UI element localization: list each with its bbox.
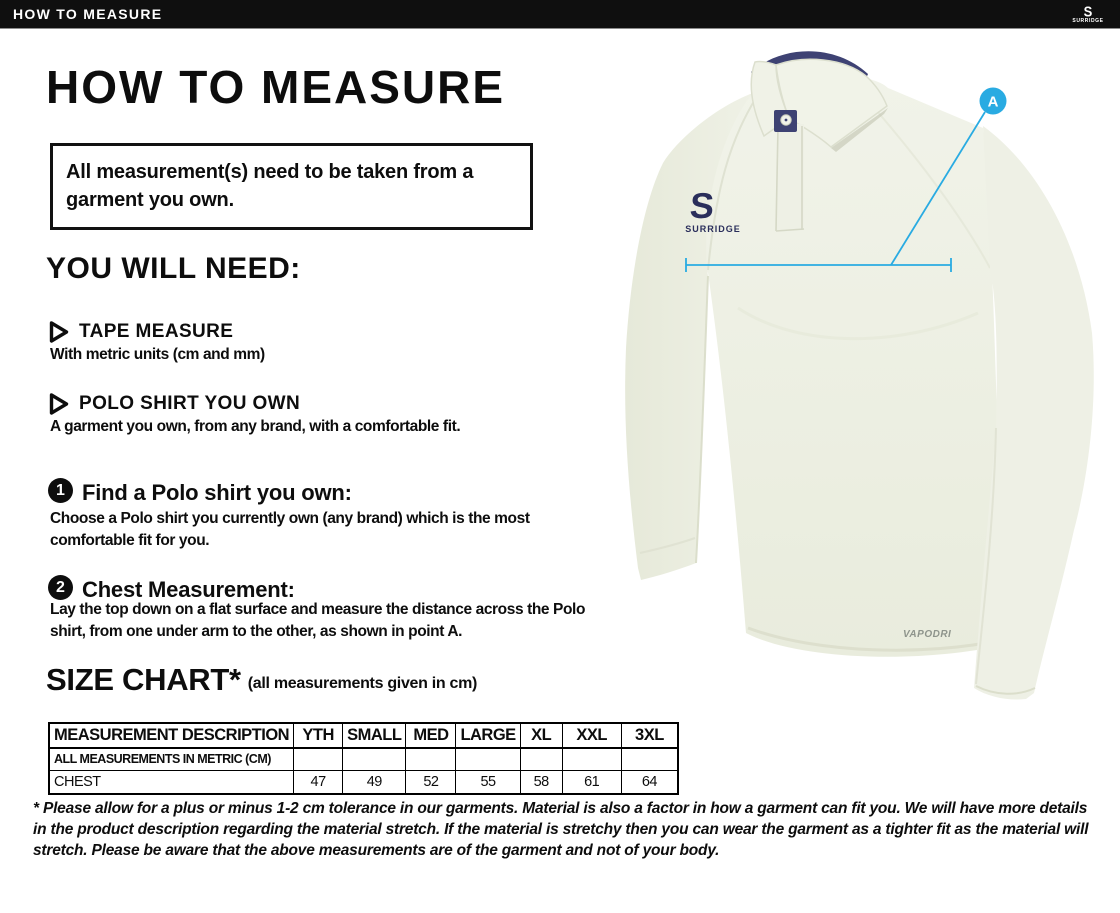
table-cell (294, 748, 343, 770)
table-cell: 47 (294, 770, 343, 794)
table-row-chest (49, 770, 678, 794)
point-a-marker (980, 88, 1007, 115)
chest-logo-mark: S (688, 185, 716, 226)
need-item-polo-shirt-desc: A garment you own, from any brand, with a comfortable fit. (50, 418, 461, 435)
table-cell (343, 748, 406, 770)
table-header-row (49, 723, 678, 748)
tolerance-disclaimer: * Please allow for a plus or minus 1-2 cm tolerance in our garments. Material is also a factor in how a garment can fit you. We will have more details in the product description regarding the material stretch. If the material is stretchy then you can wear the garment as a tighter fit as the material will stretch. Please be aware that the above measurements are of the garment and not of your body. (33, 800, 1089, 859)
row-label: ALL MEASUREMENTS IN METRIC (CM) (49, 748, 294, 770)
measurement-note-box (50, 143, 533, 230)
table-cell: 49 (343, 770, 406, 794)
table-cell (406, 748, 456, 770)
step-1-title: Find a Polo shirt you own: (82, 480, 352, 505)
table-cell (621, 748, 678, 770)
page-title: HOW TO MEASURE (46, 61, 506, 113)
table-row-metric (49, 748, 678, 770)
surridge-logo-word: SURRIDGE (1072, 18, 1104, 24)
size-chart-table (48, 722, 679, 795)
need-item-polo-shirt: POLO SHIRT YOU OWN (79, 393, 301, 414)
step-2-badge: 2 (48, 575, 73, 600)
table-cell (520, 748, 562, 770)
top-bar-title: HOW TO MEASURE (13, 6, 163, 22)
size-chart-title: SIZE CHART* (46, 662, 241, 697)
col-header-3xl: 3XL (621, 723, 678, 748)
play-triangle-icon (48, 320, 70, 344)
surridge-logo-mark: S (1083, 2, 1093, 21)
top-bar (0, 0, 1120, 29)
chest-logo-word: SURRIDGE (685, 224, 741, 234)
point-a-label: A (987, 93, 999, 111)
need-item-tape-measure: TAPE MEASURE (79, 321, 234, 342)
col-header-description: MEASUREMENT DESCRIPTION (49, 723, 294, 748)
you-will-need-heading: YOU WILL NEED: (46, 252, 301, 285)
table-cell: 55 (456, 770, 520, 794)
table-cell: 64 (621, 770, 678, 794)
size-chart-heading (46, 664, 477, 695)
need-item-tape-measure-desc: With metric units (cm and mm) (50, 346, 265, 363)
col-header-med: MED (406, 723, 456, 748)
table-cell: 61 (562, 770, 621, 794)
step-1-badge: 1 (48, 478, 73, 503)
step-2-description: Lay the top down on a flat surface and measure the distance across the Polo shirt, from one under arm to the other, as shown in point A. (50, 601, 586, 641)
table-cell: 52 (406, 770, 456, 794)
polo-shirt-figure (618, 48, 1120, 713)
table-cell (562, 748, 621, 770)
measurement-note-text: All measurement(s) need to be taken from a garment you own. (66, 161, 474, 211)
table-cell: 58 (520, 770, 562, 794)
col-header-small: SMALL (343, 723, 406, 748)
col-header-yth: YTH (294, 723, 343, 748)
step-2-title: Chest Measurement: (82, 577, 295, 602)
play-triangle-icon (48, 392, 70, 416)
row-label: CHEST (49, 770, 294, 794)
size-chart-subtitle: (all measurements given in cm) (247, 675, 478, 692)
col-header-large: LARGE (456, 723, 520, 748)
col-header-xl: XL (520, 723, 562, 748)
table-cell (456, 748, 520, 770)
surridge-logo-icon (1066, 1, 1110, 28)
col-header-xxl: XXL (562, 723, 621, 748)
vapodri-logo: VAPODRI (903, 629, 952, 640)
step-1-description: Choose a Polo shirt you currently own (any brand) which is the most comfortable fit for you. (50, 510, 530, 550)
